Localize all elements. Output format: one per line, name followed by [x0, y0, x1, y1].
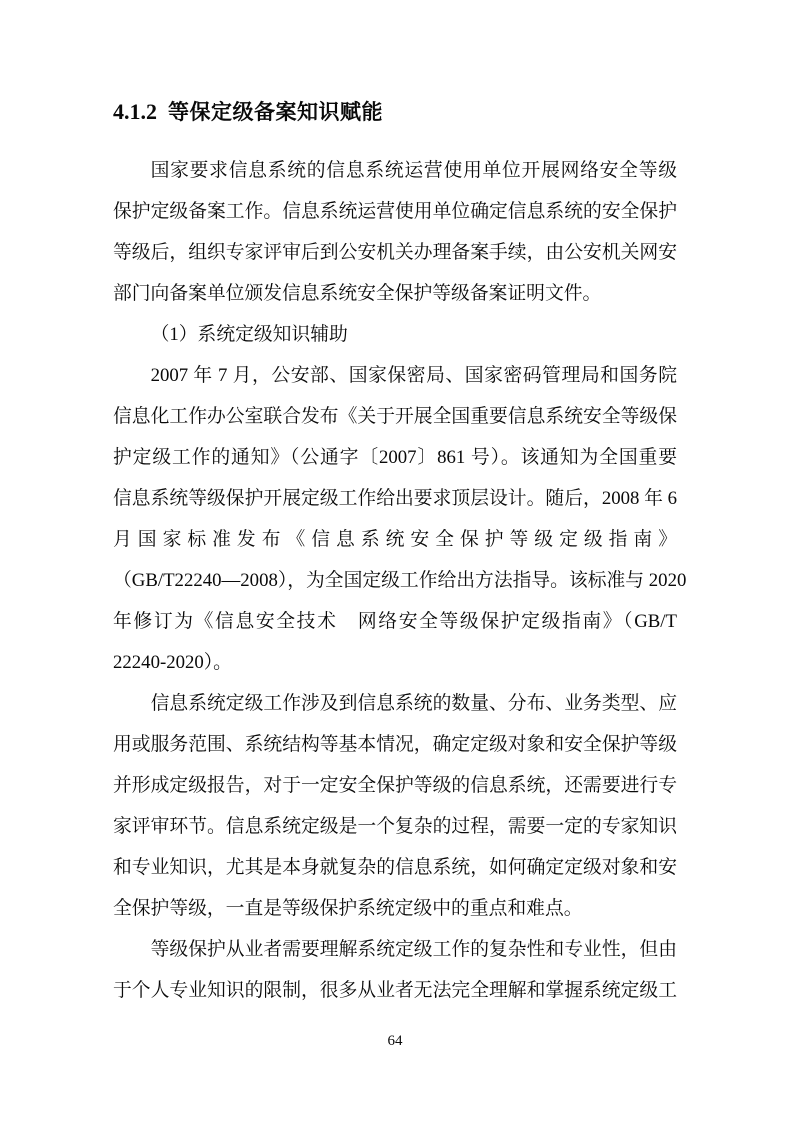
section-number: 4.1.2 — [113, 99, 157, 124]
text-line: （GB/T22240—2008），为全国定级工作给出方法指导。该标准与 2020 — [113, 570, 687, 591]
text-line: 护定级工作的通知》（公通字〔2007〕861 号）。该通知为全国重要 — [113, 447, 677, 468]
text-line: 年修订为《信息安全技术 网络安全等级保护定级指南》（GB/T — [113, 611, 677, 632]
text-line: 并形成定级报告，对于一定安全保护等级的信息系统，还需要进行专 — [113, 775, 677, 796]
page-number: 64 — [387, 1033, 403, 1049]
text-line: 保护定级备案工作。信息系统运营使用单位确定信息系统的安全保护 — [113, 201, 677, 222]
paragraph — [113, 683, 677, 929]
text-line: 月国家标准发布《信息系统安全保护等级定级指南》 — [113, 529, 677, 550]
text-line: 用或服务范围、系统结构等基本情况，确定定级对象和安全保护等级 — [113, 734, 677, 755]
text-line: 信息系统定级工作涉及到信息系统的数量、分布、业务类型、应 — [150, 693, 677, 714]
text-line: 全保护等级，一直是等级保护系统定级中的重点和难点。 — [113, 898, 583, 919]
paragraph — [113, 150, 677, 314]
text-line: 于个人专业知识的限制，很多从业者无法完全理解和掌握系统定级工 — [113, 980, 677, 1001]
section-heading — [113, 98, 679, 127]
text-line: 信息化工作办公室联合发布《关于开展全国重要信息系统安全等级保 — [113, 406, 677, 427]
text-line: 和专业知识，尤其是本身就复杂的信息系统，如何确定定级对象和安 — [113, 857, 677, 878]
paragraph — [113, 929, 677, 1011]
paragraph — [113, 355, 687, 683]
page-footer — [113, 1031, 677, 1051]
document-body — [113, 150, 687, 1011]
text-line: 国家要求信息系统的信息系统运营使用单位开展网络安全等级 — [150, 160, 677, 181]
paragraph — [113, 314, 677, 355]
text-line: 信息系统等级保护开展定级工作给出要求顶层设计。随后，2008 年 6 — [113, 488, 677, 509]
text-line: （1）系统定级知识辅助 — [150, 324, 348, 345]
text-line: 等级后，组织专家评审后到公安机关办理备案手续，由公安机关网安 — [113, 242, 677, 263]
text-line: 2007 年 7 月，公安部、国家保密局、国家密码管理局和国务院 — [150, 365, 677, 386]
text-line: 等级保护从业者需要理解系统定级工作的复杂性和专业性，但由 — [150, 939, 677, 960]
text-line: 家评审环节。信息系统定级是一个复杂的过程，需要一定的专家知识 — [113, 816, 677, 837]
text-line: 部门向备案单位颁发信息系统安全保护等级备案证明文件。 — [113, 283, 602, 304]
text-line: 22240-2020）。 — [113, 652, 232, 673]
section-title: 等保定级备案知识赋能 — [168, 101, 383, 124]
